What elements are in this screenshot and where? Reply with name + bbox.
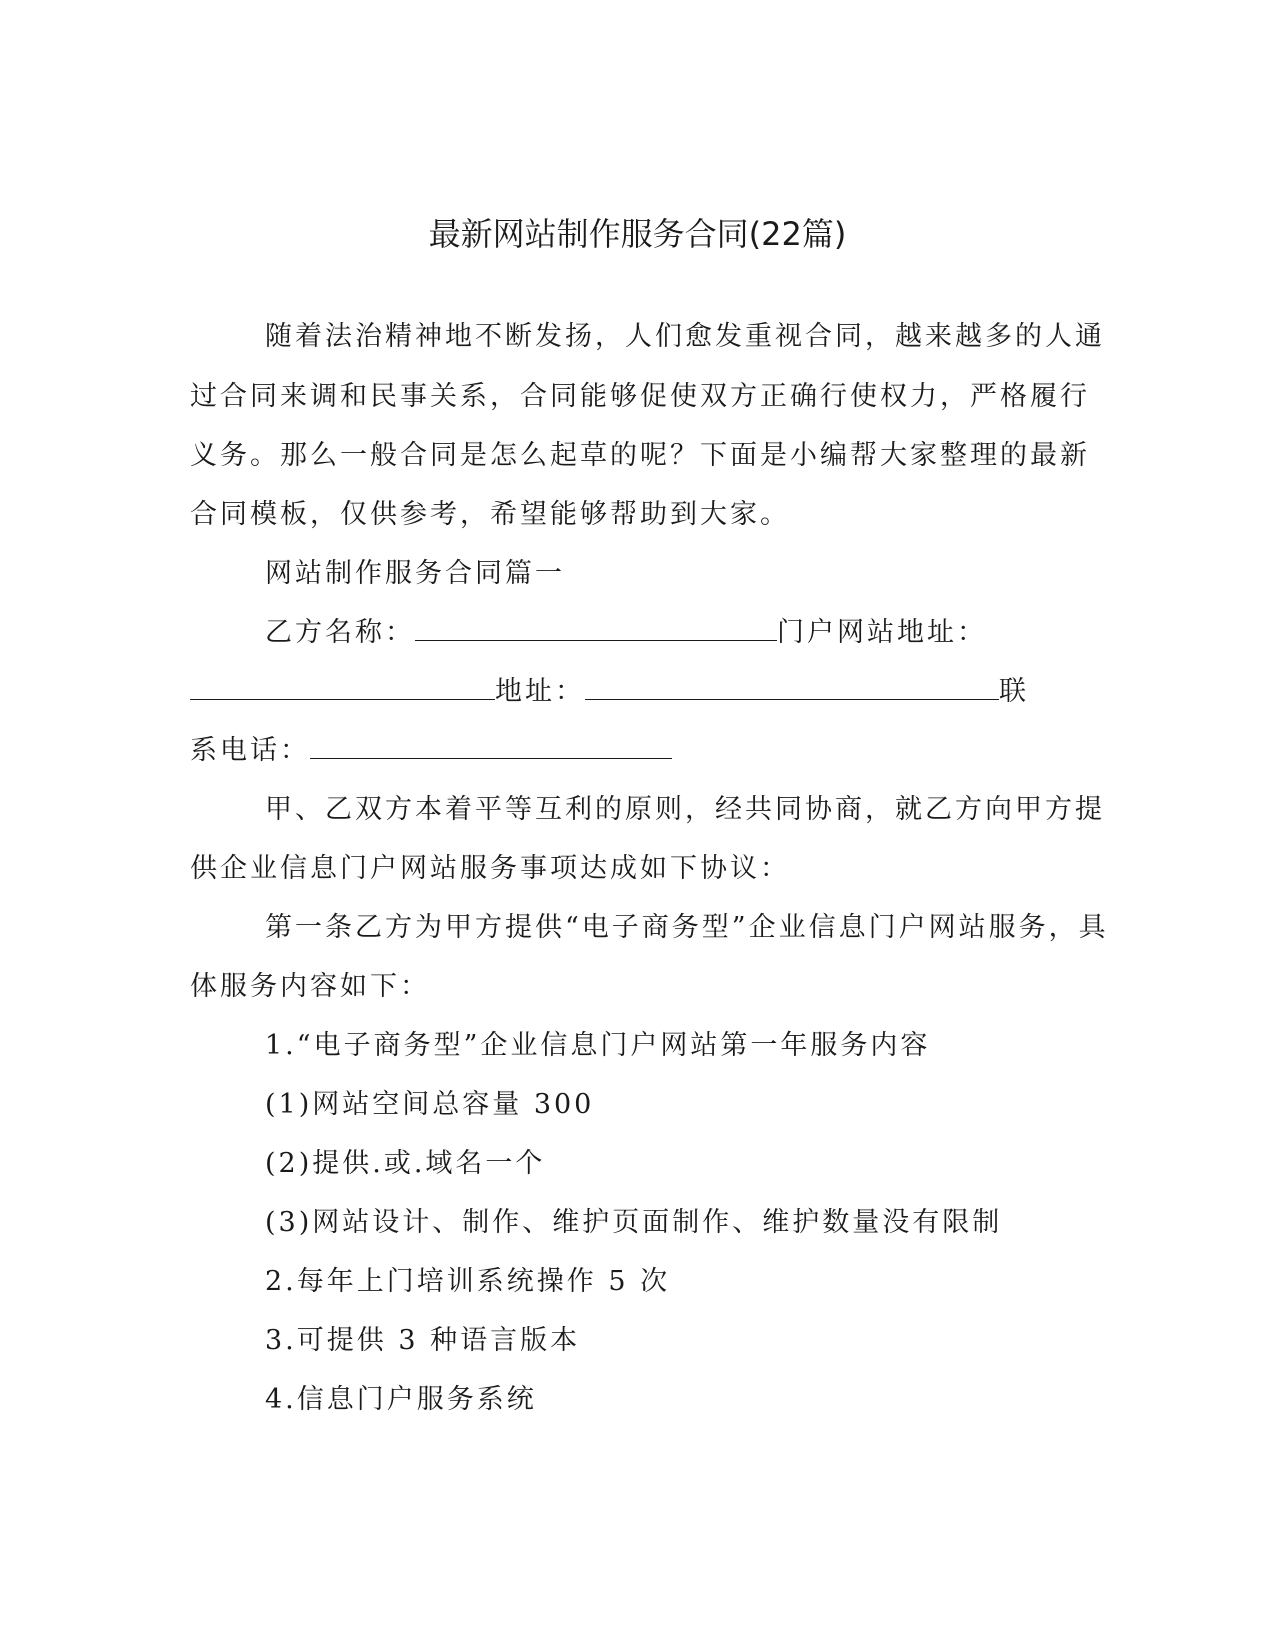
agreement-line-2: 供企业信息门户网站服务事项达成如下协议： (190, 853, 790, 884)
section-heading: 网站制作服务合同篇一 (265, 558, 565, 589)
party-b-name-row (265, 614, 1165, 652)
phone-label-part1: 联 (999, 676, 1029, 707)
list-item: 3.可提供 3 种语言版本 (265, 1325, 581, 1356)
article-one-line-2: 体服务内容如下： (190, 971, 430, 1002)
phone-label-part2: 系电话： (190, 735, 310, 766)
document-title: 最新网站制作服务合同(22篇) (428, 215, 847, 253)
article-one-line-1: 第一条乙方为甲方提供“电子商务型”企业信息门户网站服务，具 (265, 912, 1109, 943)
portal-url-blank (190, 673, 495, 700)
list-item: (2)提供.或.域名一个 (265, 1148, 546, 1179)
address-blank (585, 673, 999, 700)
intro-line-2: 过合同来调和民事关系，合同能够促使双方正确行使权力，严格履行 (190, 381, 1090, 412)
list-item: (3)网站设计、制作、维护页面制作、维护数量没有限制 (265, 1207, 1003, 1238)
agreement-line-1: 甲、乙双方本着平等互利的原则，经共同协商，就乙方向甲方提 (265, 794, 1105, 825)
list-item: 1.“电子商务型”企业信息门户网站第一年服务内容 (265, 1030, 931, 1061)
intro-line-1: 随着法治精神地不断发扬，人们愈发重视合同，越来越多的人通 (265, 321, 1105, 352)
phone-blank (310, 732, 672, 759)
intro-line-4: 合同模板，仅供参考，希望能够帮助到大家。 (190, 499, 790, 530)
intro-line-3: 义务。那么一般合同是怎么起草的呢？下面是小编帮大家整理的最新 (190, 440, 1090, 471)
list-item: 2.每年上门培训系统操作 5 次 (265, 1266, 671, 1297)
party-b-name-label: 乙方名称： (265, 617, 415, 648)
list-item: (1)网站空间总容量 300 (265, 1089, 595, 1120)
address-row (190, 673, 1090, 711)
phone-row (190, 732, 1090, 770)
list-item: 4.信息门户服务系统 (265, 1384, 537, 1415)
address-label: 地址： (495, 676, 585, 707)
party-b-name-blank (415, 614, 777, 641)
portal-url-label: 门户网站地址： (777, 617, 987, 648)
